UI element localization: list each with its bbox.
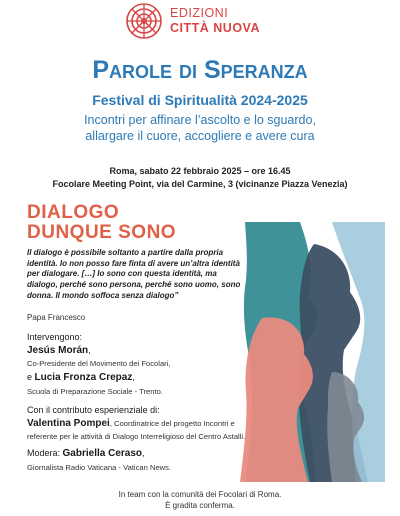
speaker-1-name: Jesús Morán bbox=[27, 345, 89, 356]
speaker-3-role-1: , Coordinatrice del progetto Incontri e bbox=[109, 419, 235, 428]
event-tagline-1: Incontri per affinare l’ascolto e lo sguardo, bbox=[84, 113, 316, 127]
quote-author: Papa Francesco bbox=[27, 313, 86, 322]
publisher-name-line1: EDIZIONI bbox=[170, 6, 229, 20]
publisher-name-line2: CITTÀ NUOVA bbox=[170, 21, 260, 35]
quote-text: Il dialogo è possibile soltanto a partire dalla propria identità. Io non posso fare finta di avere un’altra identità per dialogare. […] Io sono con questa identità, ma dialogo, perché sono persona, perché sono uomo, sono donna. Il mondo soffoca senza dialogo” bbox=[27, 248, 241, 300]
speaker-3 bbox=[27, 418, 235, 429]
headline-line1: DIALOGO bbox=[27, 202, 120, 223]
speaker-3-role-2: referente per le attività di Dialogo Interreligioso del Centro Astalli. bbox=[27, 432, 246, 441]
publisher-logo-icon bbox=[125, 2, 163, 40]
headline-line2: DUNQUE SONO bbox=[27, 222, 177, 243]
speaker-2-comma: , bbox=[132, 372, 135, 382]
speaker-2-role: Scuola di Preparazione Sociale - Trento. bbox=[27, 387, 163, 396]
speaker-2-prefix: e bbox=[27, 372, 35, 382]
event-venue: Focolare Meeting Point, via del Carmine, 3 (vicinanze Piazza Venezia) bbox=[52, 179, 348, 189]
speaker-2 bbox=[27, 372, 135, 383]
moderator bbox=[27, 448, 145, 459]
moderator-name: Gabriella Ceraso bbox=[62, 448, 143, 459]
silhouettes-illustration bbox=[240, 222, 385, 482]
event-title: Parole di Speranza bbox=[92, 56, 308, 84]
speaker-1-role: Co-Presidente del Movimento dei Focolari, bbox=[27, 359, 171, 368]
event-date: Roma, sabato 22 febbraio 2025 – ore 16.45 bbox=[109, 166, 291, 176]
speakers-intro: Intervengono: bbox=[27, 332, 83, 342]
moderator-role: Giornalista Radio Vaticana - Vatican News. bbox=[27, 463, 172, 472]
footer-line-1: In team con la comunità dei Focolari di Roma. bbox=[118, 490, 282, 499]
speaker-3-name: Valentina Pompei bbox=[27, 418, 110, 429]
event-tagline-2: allargare il cuore, accogliere e avere cura bbox=[85, 129, 315, 143]
moderator-comma: , bbox=[142, 448, 145, 458]
moderator-label: Modera: bbox=[27, 448, 63, 458]
footer-line-2: È gradita conferma. bbox=[165, 501, 235, 510]
salmon-silhouette bbox=[240, 317, 313, 482]
speaker-2-name: Lucia Fronza Crepaz bbox=[34, 372, 133, 383]
speaker-1 bbox=[27, 345, 91, 356]
speaker-1-comma: , bbox=[88, 345, 91, 355]
event-subtitle: Festival di Spiritualità 2024-2025 bbox=[92, 92, 308, 108]
contrib-intro: Con il contributo esperienziale di: bbox=[27, 405, 160, 415]
